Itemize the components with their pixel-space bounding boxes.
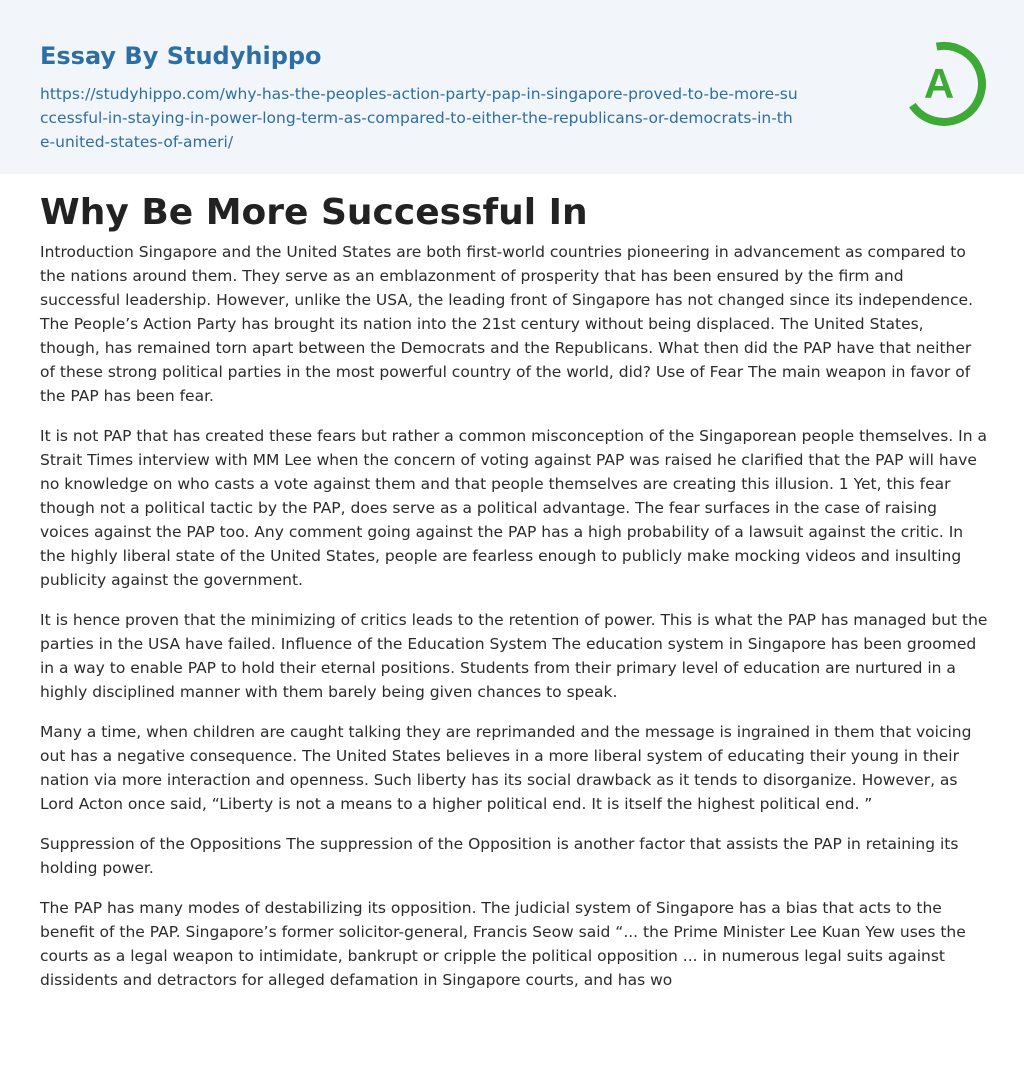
article-paragraph: Suppression of the Oppositions The suppression of the Opposition is another factor that assists the PAP in retaining its holding power. [40, 835, 959, 877]
source-url-link[interactable]: https://studyhippo.com/why-has-the-peoples-action-party-pap-in-singapore-proved-to-be-more-successful-in-staying-in-power-long-term-as-compared-to-either-the-republicans-or-democrats-in-the-united-states-of-ameri/ [40, 85, 798, 151]
article-paragraph: It is not PAP that has created these fears but rather a common misconception of the Singaporean people themselves. In a Strait Times interview with MM Lee when the concern of voting against PAP was raised he clarified that the PAP will have no knowledge on who casts a vote against them and that people themselves are creating this illusion. 1 Yet, this fear though not a political tactic by the PAP, does serve as a political advantage. The fear surfaces in the case of raising voices against the PAP too. Any comment going against the PAP has a high probability of a lawsuit against the critic. In the highly liberal state of the United States, people are fearless enough to publicly make mocking videos and insulting publicity against the government. [40, 427, 987, 589]
article-paragraph: Introduction Singapore and the United States are both first-world countries pioneering in advancement as compared to the nations around them. They serve as an emblazonment of prosperity that has been ensured by the firm and successful leadership. However, unlike the USA, the leading front of Singapore has not changed since its independence. The People’s Action Party has brought its nation into the 21st century without being displaced. The United States, though, has remained torn apart between the Democrats and the Republicans. What then did the PAP have that neither of these strong political parties in the most powerful country of the world, did? Use of Fear The main weapon in favor of the PAP has been fear. [40, 243, 973, 405]
article-paragraph: It is hence proven that the minimizing of critics leads to the retention of power. This is what the PAP has managed but the parties in the USA have failed. Influence of the Education System The education system in Singapore has been groomed in a way to enable PAP to hold their eternal positions. Students from their primary level of education are nurtured in a highly disciplined manner with them barely being given chances to speak. [40, 611, 988, 701]
article-paragraph: Many a time, when children are caught talking they are reprimanded and the message is ingrained in them that voicing out has a negative consequence. The United States believes in a more liberal system of educating their young in their nation via more interaction and openness. Such liberty has its social drawback as it tends to disorganize. However, as Lord Acton once said, “Liberty is not a means to a higher political end. It is itself the highest political end. ” [40, 723, 972, 813]
page-header [0, 0, 1024, 174]
logo-letter: A [923, 60, 955, 107]
article-paragraph: The PAP has many modes of destabilizing its opposition. The judicial system of Singapore has a bias that acts to the benefit of the PAP. Singapore’s former solicitor-general, Francis Seow said “... the Prime Minister Lee Kuan Yew uses the courts as a legal weapon to intimidate, bankrupt or cripple the political opposition ... in numerous legal suits against dissidents and detractors for alleged defamation in Singapore courts, and has wo [40, 899, 966, 989]
article-title: Why Be More Successful In [40, 192, 588, 233]
article-body [40, 240, 988, 1008]
brand-title[interactable]: Essay By Studyhippo [40, 42, 322, 70]
studyhippo-logo-icon[interactable] [906, 40, 990, 128]
